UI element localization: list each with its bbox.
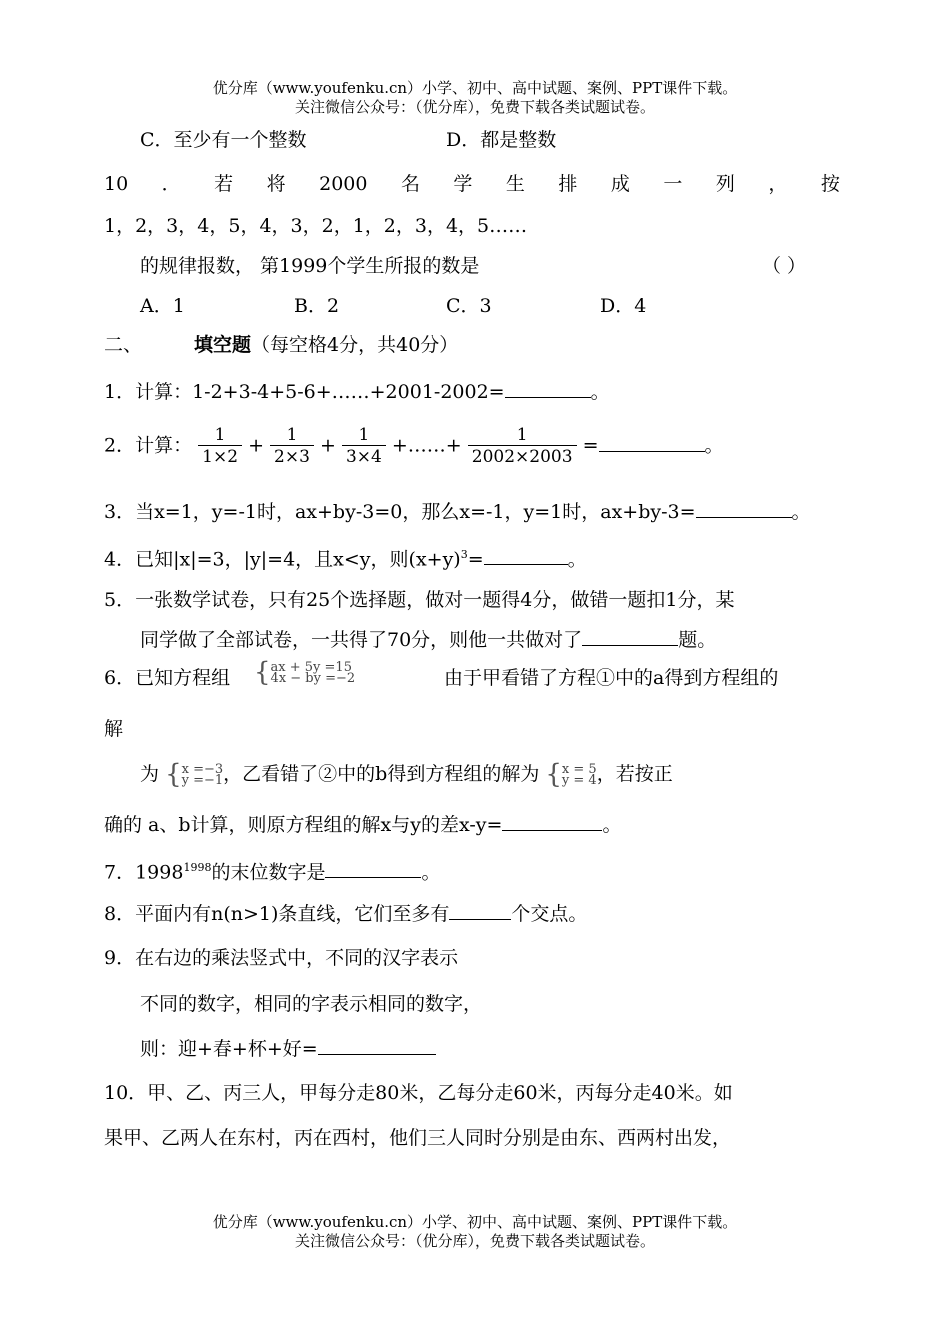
header-line-1: 优分库（www.youfenku.cn）小学、初中、高中试题、案例、PPT课件下载。 (212, 79, 738, 97)
question-text: 3．当x=1，y=-1时，ax+by-3=0，那么x=-1，y=1时，ax+by-3= (104, 501, 696, 523)
word: 一 (663, 173, 683, 195)
fraction: $\frac{1}{2002\times 2003}$ (468, 425, 577, 468)
answer-parentheses: （ ） (762, 255, 807, 277)
fill-question-10-line-2: 果甲、乙两人在东村，丙在西村，他们三人同时分别是由东、西两村出发， (104, 1127, 732, 1149)
question-10-stem: 的规律报数， 第1999个学生所报的数是 (140, 255, 480, 277)
word: 列 (715, 173, 735, 195)
question-end: 。 (421, 861, 441, 884)
word: 名 (400, 173, 420, 195)
brace-icon: { (165, 759, 182, 790)
solution-x: x = 5 (561, 762, 597, 777)
word: 成 (610, 173, 630, 195)
fill-question-9-line-2: 不同的数字，相同的字表示相同的数字， (140, 993, 483, 1015)
word: 将 (266, 173, 286, 195)
plus-sign: + (319, 434, 336, 457)
question-text: 同学做了全部试卷，一共得了70分，则他一共做对了 (140, 629, 583, 651)
answer-blank[interactable] (599, 433, 705, 452)
question-text: 则：迎+春+杯+好= (140, 1038, 318, 1060)
brace-icon: { (254, 657, 271, 688)
section-note: （每空格4分，共40分） (251, 334, 459, 356)
fill-question-1 (104, 379, 610, 404)
question-end: 。 (791, 501, 811, 523)
fraction: $\frac{1}{2\times 3}$ (270, 425, 314, 468)
question-end: 。 (567, 548, 587, 571)
question-end: 。 (602, 814, 622, 836)
word: 2000 (319, 173, 368, 195)
question-end: 。 (590, 381, 610, 403)
fill-question-2 (104, 425, 724, 468)
word: 10 (104, 173, 129, 195)
option-b: B．2 (294, 295, 340, 317)
fraction: $\frac{1}{1\times 2}$ (198, 425, 242, 468)
section-title: 填空题 (194, 334, 252, 356)
fill-question-6-line-2: 解 (104, 718, 124, 740)
fill-question-8 (104, 901, 587, 926)
question-end: 。 (704, 434, 724, 457)
brace-icon: { (545, 759, 562, 790)
option-c: C．3 (446, 295, 492, 317)
fill-question-6-line-4 (104, 812, 621, 837)
word: 排 (558, 173, 578, 195)
fill-question-7 (104, 856, 440, 884)
question-text: 确的 a、b计算，则原方程组的解x与y的差x-y= (104, 814, 503, 836)
solution-y: y = 4 (561, 773, 597, 788)
equals-sign: = (467, 548, 484, 571)
text: ，乙看错了②中的b得到方程组的解为 (223, 763, 540, 785)
solution-x: x =−3 (181, 762, 224, 777)
word: 生 (505, 173, 525, 195)
answer-blank[interactable] (484, 546, 568, 565)
option-a: A．1 (140, 295, 185, 317)
equation-system (254, 657, 356, 688)
question-prefix: 2．计算： (104, 434, 193, 457)
question-text: 7．1998 (104, 861, 184, 884)
fill-question-5-line-2 (140, 627, 716, 652)
exponent: 3 (460, 548, 468, 561)
answer-blank[interactable] (449, 901, 511, 920)
fill-question-3 (104, 499, 811, 524)
answer-blank[interactable] (325, 859, 421, 878)
question-end: 题。 (678, 629, 717, 651)
fill-question-6-line-3 (140, 759, 673, 790)
plus-sign: + (248, 434, 264, 457)
section-number: 二、 (104, 334, 143, 356)
word: 按 (820, 173, 840, 195)
question-10-sequence: 1，2，3，4，5，4，3，2，1，2，3，4，5…… (104, 215, 528, 237)
equals-sign: = (582, 434, 599, 457)
answer-blank[interactable] (318, 1036, 436, 1055)
fill-question-9-line-1: 9．在右边的乘法竖式中，不同的汉字表示 (104, 947, 459, 969)
equation-2: 4x − by =−2 (270, 671, 356, 686)
fill-question-6-prefix: 6．已知方程组 (104, 667, 231, 689)
section-heading (104, 333, 458, 357)
fill-question-5-line-1: 5．一张数学试卷，只有25个选择题，做对一题得4分，做错一题扣1分，某 (104, 589, 735, 611)
solution-y: y =−1 (181, 773, 224, 788)
question-text: 1．计算：1-2+3-4+5-6+……+2001-2002= (104, 381, 505, 403)
answer-blank[interactable] (696, 499, 792, 518)
answer-blank[interactable] (505, 379, 591, 398)
answer-blank[interactable] (582, 627, 678, 646)
fill-question-6-text: 由于甲看错了方程①中的a得到方程组的 (444, 667, 779, 689)
answer-blank[interactable] (502, 812, 602, 831)
option-d: D．都是整数 (446, 129, 557, 151)
option-c: C．至少有一个整数 (140, 129, 307, 151)
fill-question-10-line-1: 10．甲、乙、丙三人，甲每分走80米，乙每分走60米，丙每分走40米。如 (104, 1082, 733, 1104)
text: ，若按正 (596, 763, 673, 785)
text: 为 (140, 763, 160, 785)
footer-line-2: 关注微信公众号：（优分库），免费下载各类试题试卷。 (294, 1232, 655, 1250)
word: 若 (214, 173, 234, 195)
word: ． (161, 173, 181, 195)
footer-line-1: 优分库（www.youfenku.cn）小学、初中、高中试题、案例、PPT课件下载。 (212, 1213, 738, 1231)
question-end: 个交点。 (511, 903, 588, 925)
equation-1: ax + 5y =15 (270, 660, 352, 675)
exponent: 1998 (183, 861, 212, 874)
question-text: 的末位数字是 (211, 861, 326, 884)
question-10-stem-line (104, 172, 840, 196)
fill-question-9-line-3 (140, 1036, 436, 1061)
header-line-2: 关注微信公众号：（优分库），免费下载各类试题试卷。 (294, 98, 655, 116)
ellipsis-plus: +……+ (391, 434, 462, 457)
word: ， (768, 173, 788, 195)
option-d: D．4 (600, 295, 647, 317)
word: 学 (453, 173, 473, 195)
question-text: 8．平面内有n(n>1)条直线，它们至多有 (104, 903, 450, 925)
fill-question-4 (104, 543, 587, 571)
fraction: $\frac{1}{3\times 4}$ (342, 425, 386, 468)
question-text: 4．已知|x|=3，|y|=4，且x<y，则(x+y) (104, 548, 461, 571)
